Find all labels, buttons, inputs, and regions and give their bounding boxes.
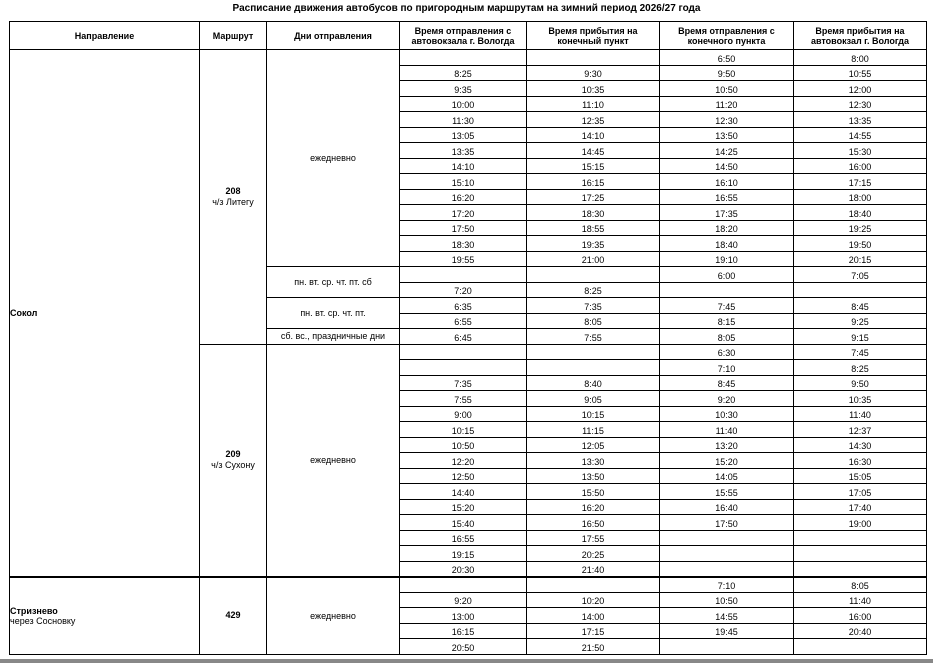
- arr-end-time: 13:30: [527, 453, 660, 469]
- arr-end-time: 18:55: [527, 220, 660, 236]
- dep-end-time: 8:15: [660, 313, 794, 329]
- dep-city-time: 10:00: [400, 96, 527, 112]
- arr-city-time: 13:35: [794, 112, 927, 128]
- dep-end-time: 14:05: [660, 468, 794, 484]
- dep-city-time: 12:20: [400, 453, 527, 469]
- arr-city-time: [794, 639, 927, 655]
- arr-end-time: 17:15: [527, 623, 660, 639]
- arr-end-time: 20:25: [527, 546, 660, 562]
- dep-end-time: 16:10: [660, 174, 794, 190]
- arr-end-time: 15:15: [527, 158, 660, 174]
- dep-end-time: 14:50: [660, 158, 794, 174]
- route-number: 208: [225, 185, 241, 196]
- arr-city-time: 12:37: [794, 422, 927, 438]
- dep-city-time: 16:15: [400, 623, 527, 639]
- header-days: Дни отправления: [267, 22, 400, 50]
- dep-city-time: 8:25: [400, 65, 527, 81]
- arr-city-time: 17:40: [794, 499, 927, 515]
- arr-end-time: 7:55: [527, 329, 660, 345]
- route-via: ч/з Литегу: [212, 196, 254, 207]
- dep-city-time: [400, 577, 527, 593]
- dep-end-time: 14:55: [660, 608, 794, 624]
- arr-end-time: 9:30: [527, 65, 660, 81]
- arr-city-time: 19:00: [794, 515, 927, 531]
- arr-end-time: 10:20: [527, 592, 660, 608]
- schedule-table: [9, 21, 927, 655]
- dep-city-time: 17:20: [400, 205, 527, 221]
- arr-end-time: 16:50: [527, 515, 660, 531]
- arr-city-time: 16:00: [794, 158, 927, 174]
- dep-city-time: 6:55: [400, 313, 527, 329]
- arr-end-time: [527, 50, 660, 66]
- dep-city-time: 14:10: [400, 158, 527, 174]
- days-cell: сб. вс., праздничные дни: [267, 329, 400, 345]
- header-arr-city: Время прибытия на автовокзал г. Вологда: [794, 22, 927, 50]
- arr-end-time: 11:10: [527, 96, 660, 112]
- arr-end-time: 8:40: [527, 375, 660, 391]
- arr-end-time: 10:35: [527, 81, 660, 97]
- dep-city-time: 10:15: [400, 422, 527, 438]
- dep-city-time: 13:00: [400, 608, 527, 624]
- arr-end-time: 10:15: [527, 406, 660, 422]
- arr-end-time: [527, 360, 660, 376]
- direction-name: Стризнево: [10, 605, 58, 616]
- dep-city-time: 6:45: [400, 329, 527, 345]
- arr-city-time: 7:05: [794, 267, 927, 283]
- dep-city-time: 18:30: [400, 236, 527, 252]
- days-cell: пн. вт. ср. чт. пт.: [267, 298, 400, 329]
- dep-city-time: 13:05: [400, 127, 527, 143]
- route-via: ч/з Сухону: [211, 460, 255, 470]
- dep-end-time: 17:35: [660, 205, 794, 221]
- arr-city-time: 19:50: [794, 236, 927, 252]
- dep-city-time: 15:10: [400, 174, 527, 190]
- dep-end-time: 15:55: [660, 484, 794, 500]
- dep-city-time: [400, 344, 527, 360]
- dep-city-time: 9:20: [400, 592, 527, 608]
- dep-city-time: 16:55: [400, 530, 527, 546]
- dep-end-time: 11:20: [660, 96, 794, 112]
- dep-city-time: [400, 267, 527, 283]
- route-number: 209: [225, 449, 241, 459]
- arr-city-time: 17:15: [794, 174, 927, 190]
- dep-end-time: 7:45: [660, 298, 794, 314]
- route-number: 429: [225, 610, 241, 620]
- dep-end-time: 11:40: [660, 422, 794, 438]
- dep-city-time: 13:35: [400, 143, 527, 159]
- arr-end-time: 9:05: [527, 391, 660, 407]
- dep-end-time: 8:05: [660, 329, 794, 345]
- arr-end-time: [527, 344, 660, 360]
- arr-city-time: 9:25: [794, 313, 927, 329]
- arr-city-time: 11:40: [794, 592, 927, 608]
- page-title: Расписание движения автобусов по пригородным маршрутам на зимний период 2026/27 года: [232, 3, 701, 14]
- arr-end-time: 21:00: [527, 251, 660, 267]
- bottom-bar: [0, 659, 933, 663]
- dep-end-time: [660, 546, 794, 562]
- dep-city-time: 15:20: [400, 499, 527, 515]
- route-cell: [200, 50, 267, 345]
- dep-city-time: 20:50: [400, 639, 527, 655]
- arr-end-time: 8:05: [527, 313, 660, 329]
- dep-city-time: 17:50: [400, 220, 527, 236]
- arr-end-time: 8:25: [527, 282, 660, 298]
- dep-end-time: 15:20: [660, 453, 794, 469]
- dep-end-time: 10:50: [660, 592, 794, 608]
- arr-end-time: 7:35: [527, 298, 660, 314]
- arr-city-time: 8:05: [794, 577, 927, 593]
- dep-city-time: 16:20: [400, 189, 527, 205]
- dep-city-time: 15:40: [400, 515, 527, 531]
- direction-sub: через Сосновку: [10, 615, 76, 626]
- header-arr-end: Время прибытия на конечный пункт: [527, 22, 660, 50]
- arr-end-time: 19:35: [527, 236, 660, 252]
- dep-city-time: 6:35: [400, 298, 527, 314]
- direction-cell: [10, 577, 200, 655]
- direction-cell: [10, 50, 200, 577]
- arr-city-time: [794, 530, 927, 546]
- arr-end-time: [527, 577, 660, 593]
- arr-city-time: 10:55: [794, 65, 927, 81]
- arr-city-time: 10:35: [794, 391, 927, 407]
- dep-city-time: 19:15: [400, 546, 527, 562]
- dep-end-time: [660, 282, 794, 298]
- arr-city-time: 17:05: [794, 484, 927, 500]
- arr-end-time: 14:00: [527, 608, 660, 624]
- arr-city-time: [794, 561, 927, 577]
- days-cell: пн. вт. ср. чт. пт. сб: [267, 267, 400, 298]
- dep-end-time: 19:10: [660, 251, 794, 267]
- arr-end-time: 17:55: [527, 530, 660, 546]
- dep-city-time: [400, 360, 527, 376]
- arr-end-time: 17:25: [527, 189, 660, 205]
- dep-city-time: [400, 50, 527, 66]
- arr-city-time: 9:15: [794, 329, 927, 345]
- arr-city-time: 20:40: [794, 623, 927, 639]
- arr-end-time: 13:50: [527, 468, 660, 484]
- dep-end-time: 14:25: [660, 143, 794, 159]
- arr-city-time: 7:45: [794, 344, 927, 360]
- arr-city-time: 15:30: [794, 143, 927, 159]
- arr-city-time: 8:25: [794, 360, 927, 376]
- header-dep-end: Время отправления с конечного пункта: [660, 22, 794, 50]
- arr-city-time: 12:30: [794, 96, 927, 112]
- arr-city-time: 14:30: [794, 437, 927, 453]
- arr-city-time: 8:00: [794, 50, 927, 66]
- dep-city-time: 20:30: [400, 561, 527, 577]
- dep-city-time: 7:55: [400, 391, 527, 407]
- dep-end-time: 13:20: [660, 437, 794, 453]
- dep-end-time: 7:10: [660, 577, 794, 593]
- dep-city-time: 12:50: [400, 468, 527, 484]
- dep-end-time: 8:45: [660, 375, 794, 391]
- header-route: Маршрут: [200, 22, 267, 50]
- dep-end-time: 13:50: [660, 127, 794, 143]
- dep-end-time: 16:55: [660, 189, 794, 205]
- dep-end-time: 10:30: [660, 406, 794, 422]
- dep-city-time: 7:20: [400, 282, 527, 298]
- dep-end-time: 17:50: [660, 515, 794, 531]
- dep-end-time: 10:50: [660, 81, 794, 97]
- dep-end-time: 6:50: [660, 50, 794, 66]
- arr-city-time: 16:30: [794, 453, 927, 469]
- dep-city-time: 14:40: [400, 484, 527, 500]
- route-cell: [200, 577, 267, 655]
- arr-city-time: [794, 546, 927, 562]
- arr-end-time: 12:05: [527, 437, 660, 453]
- arr-end-time: [527, 267, 660, 283]
- dep-end-time: [660, 639, 794, 655]
- table-row: [10, 577, 927, 593]
- arr-city-time: 19:25: [794, 220, 927, 236]
- days-cell: ежедневно: [267, 344, 400, 577]
- dep-end-time: [660, 530, 794, 546]
- dep-end-time: 7:10: [660, 360, 794, 376]
- arr-city-time: 9:50: [794, 375, 927, 391]
- dep-end-time: [660, 561, 794, 577]
- dep-end-time: 12:30: [660, 112, 794, 128]
- arr-city-time: 15:05: [794, 468, 927, 484]
- arr-city-time: 18:40: [794, 205, 927, 221]
- dep-end-time: 6:00: [660, 267, 794, 283]
- arr-city-time: 8:45: [794, 298, 927, 314]
- arr-city-time: 18:00: [794, 189, 927, 205]
- arr-city-time: 12:00: [794, 81, 927, 97]
- arr-end-time: 14:10: [527, 127, 660, 143]
- dep-city-time: 7:35: [400, 375, 527, 391]
- dep-end-time: 6:30: [660, 344, 794, 360]
- dep-end-time: 19:45: [660, 623, 794, 639]
- arr-end-time: 15:50: [527, 484, 660, 500]
- days-cell: ежедневно: [267, 577, 400, 655]
- dep-city-time: 9:35: [400, 81, 527, 97]
- arr-end-time: 18:30: [527, 205, 660, 221]
- arr-end-time: 16:15: [527, 174, 660, 190]
- arr-city-time: 16:00: [794, 608, 927, 624]
- arr-end-time: 21:40: [527, 561, 660, 577]
- arr-end-time: 14:45: [527, 143, 660, 159]
- dep-end-time: 18:40: [660, 236, 794, 252]
- arr-end-time: 21:50: [527, 639, 660, 655]
- days-cell: ежедневно: [267, 50, 400, 267]
- header-dep-city: Время отправления с автовокзала г. Вологда: [400, 22, 527, 50]
- table-row: [10, 50, 927, 66]
- direction-name: Сокол: [10, 307, 38, 318]
- dep-city-time: 19:55: [400, 251, 527, 267]
- dep-city-time: 10:50: [400, 437, 527, 453]
- dep-end-time: 9:50: [660, 65, 794, 81]
- dep-city-time: 11:30: [400, 112, 527, 128]
- arr-end-time: 12:35: [527, 112, 660, 128]
- dep-end-time: 16:40: [660, 499, 794, 515]
- arr-end-time: 16:20: [527, 499, 660, 515]
- header-direction: Направление: [10, 22, 200, 50]
- arr-city-time: 14:55: [794, 127, 927, 143]
- header-row: [10, 22, 927, 50]
- arr-end-time: 11:15: [527, 422, 660, 438]
- route-cell: [200, 344, 267, 577]
- arr-city-time: 11:40: [794, 406, 927, 422]
- dep-end-time: 9:20: [660, 391, 794, 407]
- dep-end-time: 18:20: [660, 220, 794, 236]
- arr-city-time: 20:15: [794, 251, 927, 267]
- arr-city-time: [794, 282, 927, 298]
- dep-city-time: 9:00: [400, 406, 527, 422]
